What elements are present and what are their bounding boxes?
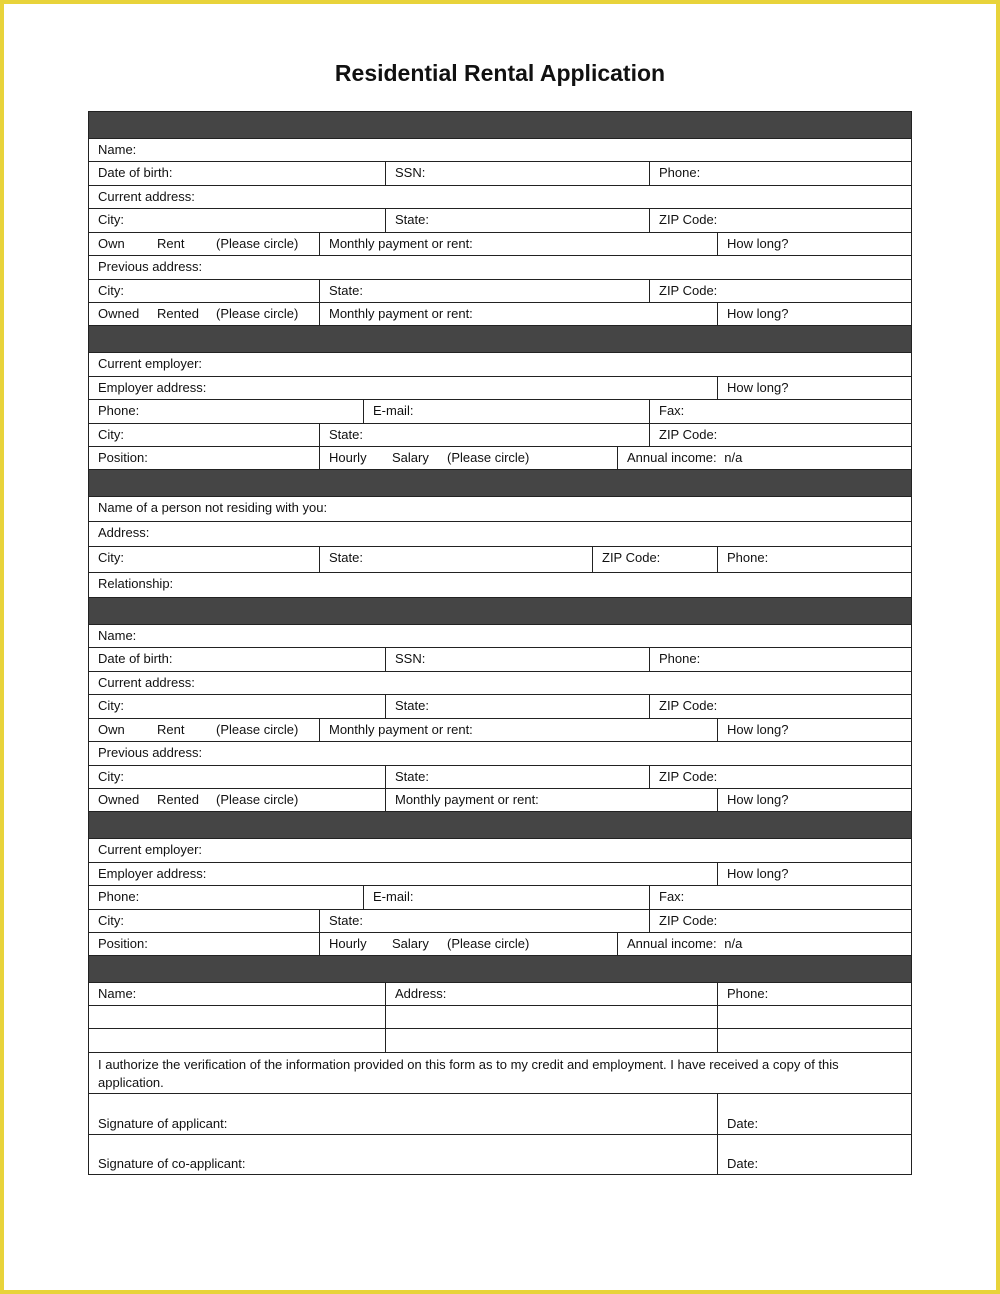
application-form — [88, 111, 912, 1175]
row-applicant-owned-rented — [89, 302, 911, 325]
zip-label: ZIP Code: — [659, 212, 718, 227]
prev-city-field[interactable] — [89, 280, 319, 302]
position-label: Position: — [98, 936, 148, 951]
co-employer-how-long-field[interactable] — [717, 863, 911, 885]
co-employer-phone-field[interactable] — [89, 886, 363, 909]
city-label: City: — [98, 212, 124, 227]
dob-label: Date of birth: — [98, 165, 173, 180]
applicant-city-field[interactable] — [89, 209, 385, 232]
annual-income-label: Annual income: — [627, 450, 717, 465]
row-co-employer-address — [89, 862, 911, 885]
reference-1-phone[interactable] — [717, 1006, 911, 1028]
current-employer-label: Current employer: — [98, 356, 203, 371]
hourly-option[interactable]: Hourly — [329, 936, 367, 951]
row-applicant-name — [89, 138, 911, 161]
co-prev-monthly-payment-field[interactable] — [385, 789, 717, 811]
phone-label: Phone: — [727, 986, 769, 1001]
row-employer-address — [89, 376, 911, 399]
row-co-current-employer — [89, 838, 911, 862]
please-circle-note: (Please circle) — [447, 936, 530, 951]
contact-name-field[interactable] — [89, 497, 911, 521]
position-label: Position: — [98, 450, 148, 465]
please-circle-note: (Please circle) — [216, 306, 299, 321]
current-employer-field[interactable] — [89, 353, 911, 376]
co-ssn-field[interactable] — [385, 648, 649, 671]
own-rent-choice[interactable] — [89, 233, 319, 255]
section-band-references — [89, 955, 911, 982]
applicant-phone-field[interactable] — [649, 162, 911, 185]
row-authorization — [89, 1052, 911, 1093]
reference-1-name[interactable] — [89, 1006, 385, 1028]
current-address-label: Current address: — [98, 675, 195, 690]
own-option[interactable]: Own — [98, 722, 125, 737]
row-co-owned-rented — [89, 788, 911, 811]
fax-label: Fax: — [659, 403, 685, 418]
co-own-rent-choice[interactable] — [89, 719, 319, 741]
annual-income-value: n/a — [724, 936, 743, 951]
owned-rented-choice[interactable] — [89, 303, 319, 325]
applicant-state-field[interactable] — [385, 209, 649, 232]
relationship-field[interactable] — [89, 573, 911, 597]
employer-fax-field[interactable] — [649, 400, 911, 423]
how-long-label: How long? — [727, 792, 789, 807]
signature-applicant-field[interactable] — [89, 1094, 717, 1134]
city-label: City: — [98, 913, 124, 928]
co-employer-state-field[interactable] — [319, 910, 649, 932]
row-co-dob — [89, 647, 911, 671]
please-circle-note: (Please circle) — [216, 236, 299, 251]
employer-state-field[interactable] — [319, 424, 649, 446]
employer-how-long-field[interactable] — [717, 377, 911, 399]
row-co-employer-position — [89, 932, 911, 955]
zip-label: ZIP Code: — [602, 550, 661, 565]
city-label: City: — [98, 283, 124, 298]
row-co-current-address — [89, 671, 911, 694]
row-employer-phone — [89, 399, 911, 423]
row-applicant-dob — [89, 161, 911, 185]
please-circle-note: (Please circle) — [216, 722, 299, 737]
ssn-label: SSN: — [395, 651, 426, 666]
employer-address-label: Employer address: — [98, 866, 207, 881]
phone-label: Phone: — [98, 889, 140, 904]
prev-state-field[interactable] — [319, 280, 649, 302]
phone-label: Phone: — [659, 651, 701, 666]
zip-label: ZIP Code: — [659, 427, 718, 442]
dob-label: Date of birth: — [98, 651, 173, 666]
row-reference-1 — [89, 1005, 911, 1028]
prev-how-long-field[interactable] — [717, 303, 911, 325]
phone-label: Phone: — [98, 403, 140, 418]
row-applicant-prev-city — [89, 279, 911, 302]
email-label: E-mail: — [373, 403, 414, 418]
how-long-label: How long? — [727, 866, 789, 881]
monthly-label: Monthly payment or rent: — [395, 792, 539, 807]
co-state-field[interactable] — [385, 695, 649, 718]
applicant-dob-field[interactable] — [89, 162, 385, 185]
row-signature-applicant — [89, 1093, 911, 1134]
co-city-field[interactable] — [89, 695, 385, 718]
applicant-current-address-field[interactable] — [89, 186, 911, 208]
applicant-name-field[interactable] — [89, 139, 911, 161]
state-label: State: — [329, 283, 363, 298]
owned-option[interactable]: Owned — [98, 306, 140, 321]
reference-2-phone[interactable] — [717, 1029, 911, 1052]
contact-city-field[interactable] — [89, 547, 319, 572]
state-label: State: — [329, 427, 363, 442]
reference-2-address[interactable] — [385, 1029, 717, 1052]
zip-label: ZIP Code: — [659, 769, 718, 784]
zip-label: ZIP Code: — [659, 698, 718, 713]
name-label: Name: — [98, 628, 137, 643]
how-long-label: How long? — [727, 722, 789, 737]
row-contact-name — [89, 496, 911, 521]
rent-option[interactable]: Rent — [157, 722, 185, 737]
salary-option[interactable]: Salary — [392, 450, 429, 465]
row-signature-coapplicant — [89, 1134, 911, 1174]
row-current-employer — [89, 352, 911, 376]
employer-zip-field[interactable] — [649, 424, 911, 446]
annual-income-label: Annual income: — [627, 936, 717, 951]
phone-label: Phone: — [727, 550, 769, 565]
authorization-text: I authorize the verification of the information provided on this form as to my credit and employment. I have received a copy of this application. — [98, 1057, 839, 1090]
co-position-field[interactable] — [89, 933, 319, 955]
applicant-previous-address-field[interactable] — [89, 256, 911, 279]
relationship-label: Relationship: — [98, 576, 174, 591]
co-hourly-salary-choice[interactable] — [319, 933, 617, 955]
co-owned-rented-choice[interactable] — [89, 789, 385, 811]
co-how-long-field[interactable] — [717, 719, 911, 741]
row-contact-city — [89, 546, 911, 572]
row-employer-city — [89, 423, 911, 446]
section-band-applicant — [89, 111, 911, 138]
employer-email-field[interactable] — [363, 400, 649, 423]
reference-phone-header[interactable] — [717, 983, 911, 1005]
ssn-label: SSN: — [395, 165, 426, 180]
co-employer-address-field[interactable] — [89, 863, 717, 885]
state-label: State: — [329, 913, 363, 928]
row-applicant-current-address — [89, 185, 911, 208]
own-option[interactable]: Own — [98, 236, 125, 251]
prev-zip-field[interactable] — [649, 280, 911, 302]
zip-label: ZIP Code: — [659, 913, 718, 928]
contact-phone-field[interactable] — [717, 547, 911, 572]
row-co-employer-phone — [89, 885, 911, 909]
date-label: Date: — [727, 1156, 759, 1171]
co-name-field[interactable] — [89, 625, 911, 647]
section-band-coapplicant — [89, 597, 911, 624]
address-label: Address: — [98, 525, 150, 540]
applicant-ssn-field[interactable] — [385, 162, 649, 185]
rented-option[interactable]: Rented — [157, 792, 199, 807]
row-contact-relationship — [89, 572, 911, 597]
name-label: Name: — [98, 986, 137, 1001]
salary-option[interactable]: Salary — [392, 936, 429, 951]
employer-city-field[interactable] — [89, 424, 319, 446]
please-circle-note: (Please circle) — [447, 450, 530, 465]
row-applicant-own-rent — [89, 232, 911, 255]
row-co-previous-address — [89, 741, 911, 765]
co-employer-email-field[interactable] — [363, 886, 649, 909]
row-applicant-city — [89, 208, 911, 232]
row-reference-2 — [89, 1028, 911, 1052]
how-long-field[interactable] — [717, 233, 911, 255]
zip-label: ZIP Code: — [659, 283, 718, 298]
employer-address-field[interactable] — [89, 377, 717, 399]
co-employer-fax-field[interactable] — [649, 886, 911, 909]
row-co-name — [89, 624, 911, 647]
fax-label: Fax: — [659, 889, 685, 904]
current-employer-label: Current employer: — [98, 842, 203, 857]
co-phone-field[interactable] — [649, 648, 911, 671]
monthly-payment-field[interactable] — [319, 233, 717, 255]
row-co-own-rent — [89, 718, 911, 741]
monthly-label: Monthly payment or rent: — [329, 306, 473, 321]
prev-monthly-payment-field[interactable] — [319, 303, 717, 325]
monthly-label: Monthly payment or rent: — [329, 236, 473, 251]
section-band-contact — [89, 469, 911, 496]
how-long-label: How long? — [727, 380, 789, 395]
owned-option[interactable]: Owned — [98, 792, 140, 807]
co-dob-field[interactable] — [89, 648, 385, 671]
contact-state-field[interactable] — [319, 547, 592, 572]
hourly-option[interactable]: Hourly — [329, 450, 367, 465]
state-label: State: — [329, 550, 363, 565]
section-band-employment — [89, 325, 911, 352]
signature-coapplicant-label: Signature of co-applicant: — [98, 1156, 246, 1171]
current-address-label: Current address: — [98, 189, 195, 204]
please-circle-note: (Please circle) — [216, 792, 299, 807]
signature-applicant-label: Signature of applicant: — [98, 1116, 228, 1131]
row-contact-address — [89, 521, 911, 546]
signature-coapplicant-field[interactable] — [89, 1135, 717, 1174]
co-zip-field[interactable] — [649, 695, 911, 718]
state-label: State: — [395, 769, 429, 784]
reference-2-name[interactable] — [89, 1029, 385, 1052]
row-applicant-previous-address — [89, 255, 911, 279]
address-label: Address: — [395, 986, 447, 1001]
city-label: City: — [98, 769, 124, 784]
employer-phone-field[interactable] — [89, 400, 363, 423]
row-reference-header — [89, 982, 911, 1005]
annual-income-value: n/a — [724, 450, 743, 465]
hourly-salary-choice[interactable] — [319, 447, 617, 469]
rented-option[interactable]: Rented — [157, 306, 199, 321]
co-annual-income-field[interactable] — [617, 933, 911, 955]
date-label: Date: — [727, 1116, 759, 1131]
reference-1-address[interactable] — [385, 1006, 717, 1028]
state-label: State: — [395, 212, 429, 227]
position-field[interactable] — [89, 447, 319, 469]
email-label: E-mail: — [373, 889, 414, 904]
section-band-co-employment — [89, 811, 911, 838]
city-label: City: — [98, 550, 124, 565]
row-co-city — [89, 694, 911, 718]
page-title: Residential Rental Application — [334, 60, 666, 86]
how-long-label: How long? — [727, 236, 789, 251]
co-current-address-field[interactable] — [89, 672, 911, 694]
co-previous-address-field[interactable] — [89, 742, 911, 765]
city-label: City: — [98, 427, 124, 442]
city-label: City: — [98, 698, 124, 713]
co-monthly-payment-field[interactable] — [319, 719, 717, 741]
reference-address-header[interactable] — [385, 983, 717, 1005]
signature-coapplicant-date-field[interactable] — [717, 1135, 911, 1174]
contact-address-field[interactable] — [89, 522, 911, 546]
previous-address-label: Previous address: — [98, 745, 203, 760]
annual-income-field[interactable] — [617, 447, 911, 469]
row-employer-position — [89, 446, 911, 469]
previous-address-label: Previous address: — [98, 259, 203, 274]
state-label: State: — [395, 698, 429, 713]
applicant-zip-field[interactable] — [649, 209, 911, 232]
contact-zip-field[interactable] — [592, 547, 717, 572]
phone-label: Phone: — [659, 165, 701, 180]
reference-name-header[interactable] — [89, 983, 385, 1005]
monthly-label: Monthly payment or rent: — [329, 722, 473, 737]
name-label: Name: — [98, 142, 137, 157]
row-co-employer-city — [89, 909, 911, 932]
co-prev-zip-field[interactable] — [649, 766, 911, 788]
co-prev-state-field[interactable] — [385, 766, 649, 788]
co-employer-zip-field[interactable] — [649, 910, 911, 932]
row-co-prev-city — [89, 765, 911, 788]
employer-address-label: Employer address: — [98, 380, 207, 395]
co-employer-city-field[interactable] — [89, 910, 319, 932]
rent-option[interactable]: Rent — [157, 236, 185, 251]
contact-name-label: Name of a person not residing with you: — [98, 500, 328, 515]
co-prev-how-long-field[interactable] — [717, 789, 911, 811]
how-long-label: How long? — [727, 306, 789, 321]
co-current-employer-field[interactable] — [89, 839, 911, 862]
co-prev-city-field[interactable] — [89, 766, 385, 788]
signature-applicant-date-field[interactable] — [717, 1094, 911, 1134]
